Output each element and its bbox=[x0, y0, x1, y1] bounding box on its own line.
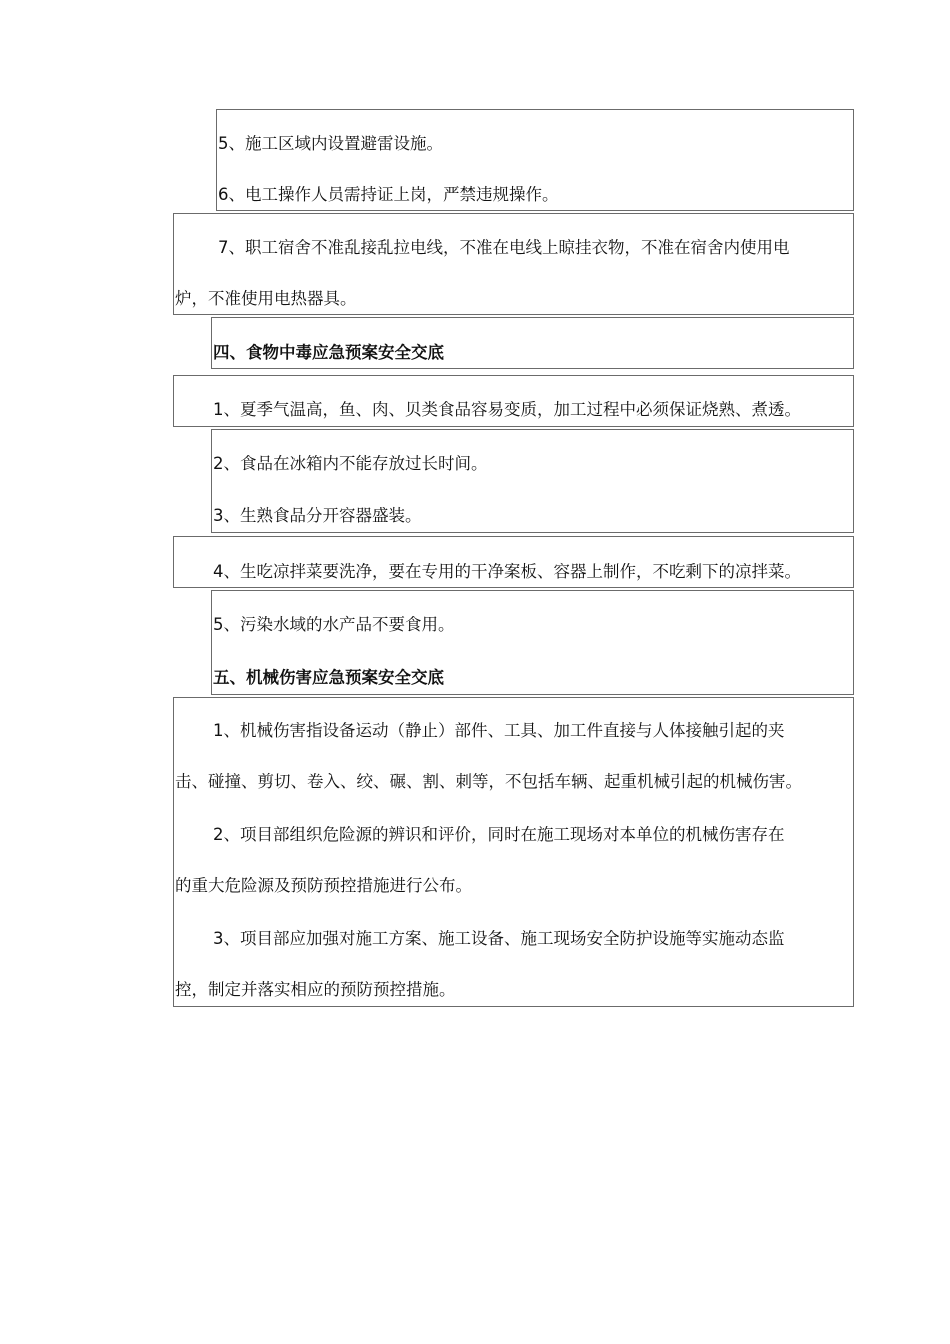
paragraph-item-7-line1: 7、职工宿舍不准乱接乱拉电线，不准在电线上晾挂衣物，不准在宿舍内使用电 bbox=[218, 238, 790, 257]
mech-item-3-line1: 3、项目部应加强对施工方案、施工设备、施工现场安全防护设施等实施动态监 bbox=[213, 929, 785, 948]
mech-item-2-line2: 的重大危险源及预防预控措施进行公布。 bbox=[175, 876, 472, 895]
food-item-2: 2、食品在冰箱内不能存放过长时间。 bbox=[213, 454, 488, 473]
mech-item-1-line2: 击、碰撞、剪切、卷入、绞、碾、割、刺等，不包括车辆、起重机械引起的机械伤害。 bbox=[175, 772, 802, 791]
food-item-4: 4、生吃凉拌菜要洗净，要在专用的干净案板、容器上制作，不吃剩下的凉拌菜。 bbox=[213, 562, 801, 581]
food-item-3: 3、生熟食品分开容器盛装。 bbox=[213, 506, 422, 525]
paragraph-item-6: 6、电工操作人员需持证上岗，严禁违规操作。 bbox=[218, 185, 559, 204]
mech-item-2-line1: 2、项目部组织危险源的辨识和评价，同时在施工现场对本单位的机械伤害存在 bbox=[213, 825, 785, 844]
text-box-5 bbox=[173, 697, 854, 1007]
paragraph-item-5: 5、施工区域内设置避雷设施。 bbox=[218, 134, 443, 153]
section-heading-mechanical-injury: 五、机械伤害应急预案安全交底 bbox=[213, 668, 444, 687]
mech-item-1-line1: 1、机械伤害指设备运动（静止）部件、工具、加工件直接与人体接触引起的夹 bbox=[213, 721, 785, 740]
food-item-1: 1、夏季气温高，鱼、肉、贝类食品容易变质，加工过程中必须保证烧熟、煮透。 bbox=[213, 400, 801, 419]
paragraph-item-7-line2: 炉，不准使用电热器具。 bbox=[175, 289, 357, 308]
section-heading-food-poisoning: 四、食物中毒应急预案安全交底 bbox=[213, 343, 444, 362]
mech-item-3-line2: 控，制定并落实相应的预防预控措施。 bbox=[175, 980, 456, 999]
food-item-5: 5、污染水域的水产品不要食用。 bbox=[213, 615, 455, 634]
